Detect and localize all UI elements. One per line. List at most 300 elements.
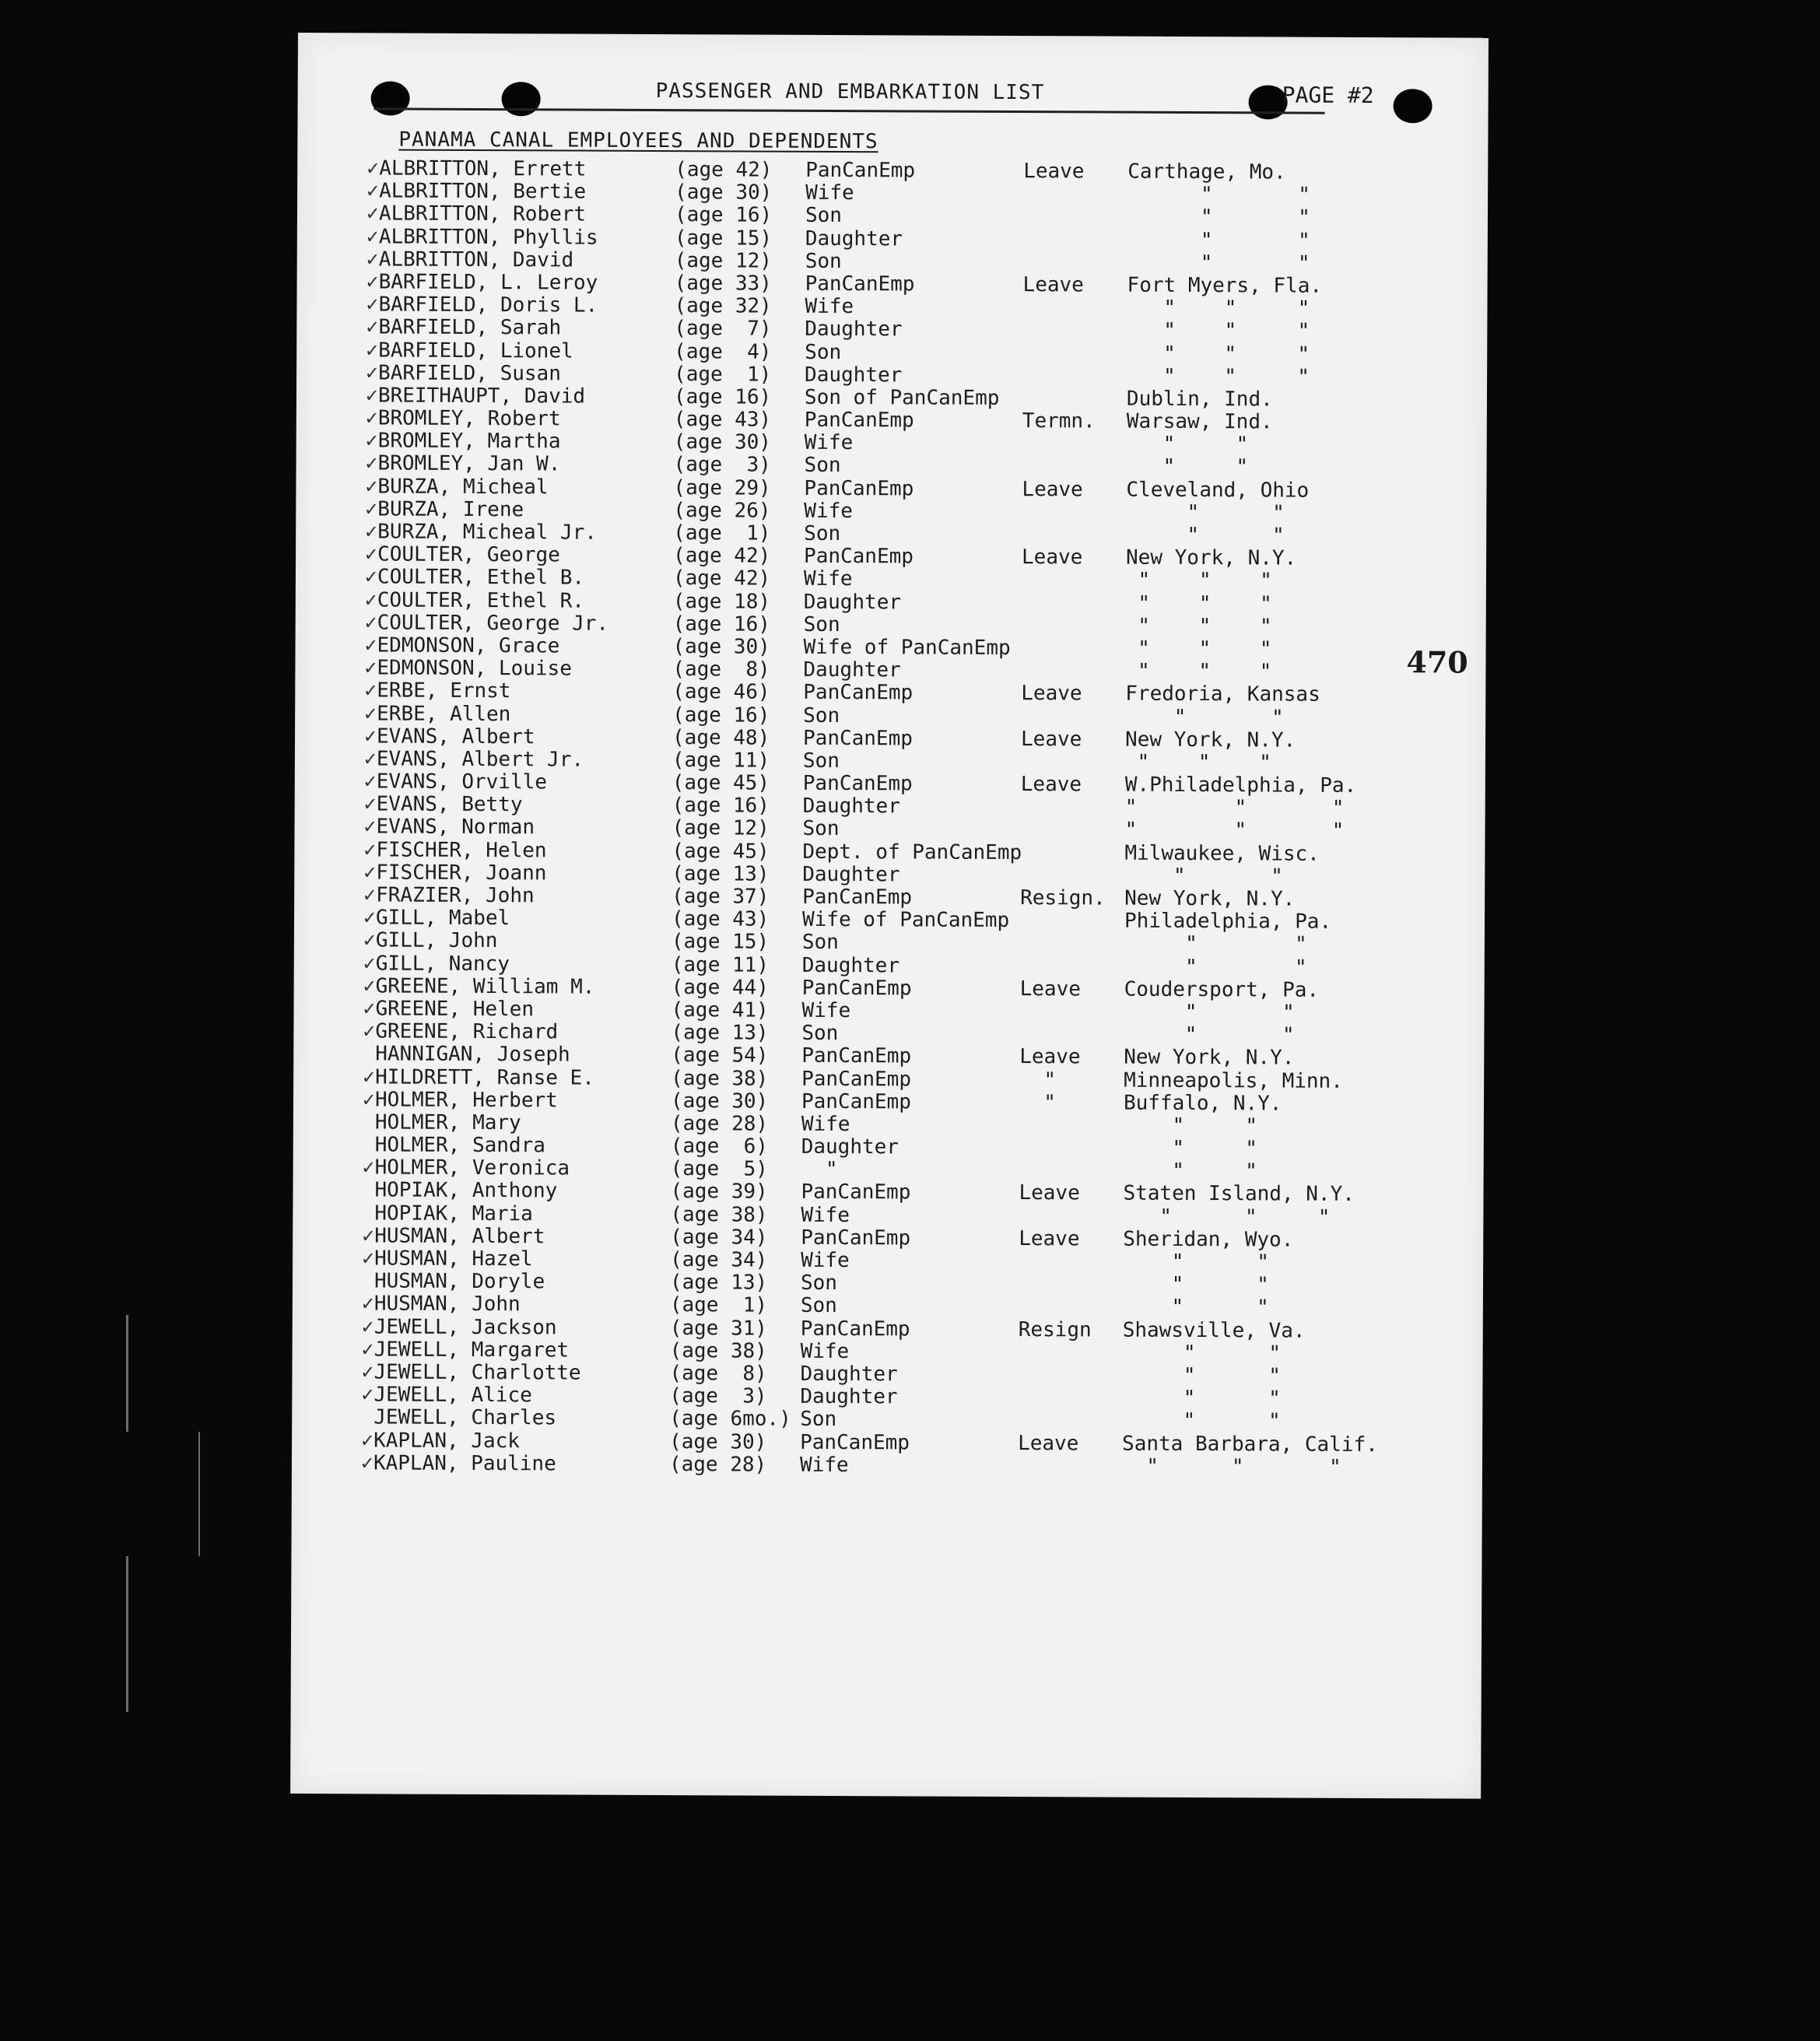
passenger-age: (age 13): [672, 861, 770, 886]
check-mark: ✓: [363, 906, 376, 930]
employment-action: Leave: [1020, 727, 1082, 752]
destination: W.Philadelphia, Pa.: [1124, 773, 1357, 798]
check-mark: ✓: [363, 1064, 375, 1089]
employment-action: Leave: [1018, 1431, 1079, 1455]
employment-action: Leave: [1019, 1045, 1081, 1069]
passenger-age: (age 45): [672, 771, 770, 795]
passenger-age: (age 39): [670, 1180, 768, 1205]
passenger-relation: PanCanEmp: [802, 726, 914, 751]
passenger-name: HOPIAK, Maria: [374, 1201, 533, 1226]
passenger-relation: Daughter: [803, 658, 901, 682]
passenger-name: EVANS, Albert Jr.: [376, 747, 584, 772]
passenger-name: EVANS, Orville: [376, 770, 548, 794]
passenger-name: GREENE, William M.: [375, 974, 595, 999]
passenger-relation: PanCanEmp: [801, 1226, 911, 1250]
passenger-relation: Son of PanCanEmp: [804, 385, 1000, 410]
passenger-relation: Son: [802, 749, 840, 773]
destination: Coudersport, Pa.: [1124, 977, 1320, 1002]
destination: Cleveland, Ohio: [1126, 478, 1310, 503]
passenger-age: (age 33): [674, 272, 772, 296]
passenger-relation: Son: [800, 1271, 838, 1296]
check-mark: ✓: [362, 1224, 374, 1248]
employment-action: ": [1019, 1090, 1057, 1114]
passenger-name: COULTER, Ethel B.: [377, 565, 585, 590]
check-mark: ✓: [362, 1247, 374, 1271]
film-scratch: [198, 1432, 200, 1556]
employment-action: Leave: [1023, 160, 1085, 184]
passenger-relation: PanCanEmp: [805, 158, 916, 183]
passenger-age: (age 3): [669, 1384, 767, 1408]
destination: " " ": [1121, 1454, 1341, 1479]
check-mark: ✓: [365, 520, 377, 544]
employment-action: Termn.: [1022, 409, 1096, 433]
film-scratch: [126, 1315, 128, 1432]
passenger-relation: PanCanEmp: [802, 771, 913, 796]
employment-action: Leave: [1021, 682, 1082, 706]
employment-action: Leave: [1019, 1181, 1080, 1205]
destination: " " ": [1123, 1205, 1331, 1229]
check-mark: ✓: [363, 1019, 376, 1043]
punch-hole: [371, 81, 410, 115]
passenger-relation: Son: [803, 612, 840, 636]
passenger-age: (age 8): [672, 658, 770, 682]
check-mark: ✓: [363, 724, 377, 749]
check-mark: ✓: [365, 542, 377, 566]
passenger-name: BURZA, Micheal: [377, 475, 549, 500]
destination: Staten Island, N.Y.: [1123, 1182, 1355, 1207]
passenger-relation: Son: [802, 817, 840, 841]
passenger-relation: Wife: [801, 1203, 850, 1227]
employment-action: Leave: [1019, 977, 1081, 1001]
passenger-name: BARFIELD, Susan: [378, 361, 561, 386]
passenger-relation: Wife: [800, 1339, 850, 1363]
passenger-name: COULTER, George Jr.: [377, 611, 609, 636]
passenger-relation: Son: [805, 340, 842, 364]
passenger-relation: Daughter: [802, 794, 900, 819]
destination: " " ": [1125, 659, 1272, 684]
check-mark: ✓: [366, 179, 379, 203]
stamped-page-number: 470: [1406, 644, 1468, 680]
destination: " ": [1126, 455, 1249, 479]
check-mark: ✓: [363, 928, 376, 952]
destination: Sheridan, Wyo.: [1123, 1227, 1294, 1252]
passenger-age: (age 16): [672, 794, 770, 818]
passenger-age: (age 43): [671, 907, 770, 931]
passenger-name: JEWELL, Charlotte: [373, 1360, 581, 1385]
employment-action: Resign: [1018, 1317, 1092, 1342]
passenger-relation: Wife: [801, 1248, 850, 1273]
passenger-name: GILL, Mabel: [375, 906, 510, 931]
passenger-name: GILL, Nancy: [375, 952, 510, 976]
passenger-age: (age 7): [674, 317, 772, 341]
destination: " " ": [1127, 318, 1310, 343]
passenger-relation: Wife: [804, 431, 854, 455]
passenger-age: (age 12): [674, 248, 773, 273]
check-mark: ✓: [363, 792, 377, 816]
passenger-name: BROMLEY, Jan W.: [377, 451, 561, 476]
passenger-name: BURZA, Irene: [377, 497, 524, 522]
passenger-name: COULTER, George: [377, 542, 560, 567]
passenger-relation: Wife of PanCanEmp: [801, 908, 1010, 933]
destination: " " ": [1127, 342, 1310, 366]
passenger-age: (age 38): [671, 1066, 769, 1091]
passenger-age: (age 16): [674, 203, 773, 228]
check-mark: ✓: [365, 406, 378, 430]
destination: " ": [1126, 500, 1285, 525]
destination: Buffalo, N.Y.: [1123, 1091, 1282, 1116]
passenger-relation: Daughter: [803, 590, 902, 614]
passenger-name: JEWELL, Charles: [373, 1405, 557, 1430]
destination: Shawsville, Va.: [1122, 1318, 1306, 1343]
section-title: PANAMA CANAL EMPLOYEES AND DEPENDENTS: [398, 128, 878, 154]
passenger-relation: Daughter: [805, 317, 903, 342]
destination: Dublin, Ind.: [1126, 387, 1273, 412]
passenger-age: (age 6): [670, 1134, 769, 1159]
passenger-name: FRAZIER, John: [376, 883, 535, 908]
destination: " ": [1122, 1363, 1282, 1388]
destination: " ": [1122, 1296, 1269, 1320]
passenger-name: HOLMER, Herbert: [374, 1088, 558, 1113]
passenger-age: (age 48): [672, 725, 770, 750]
passenger-age: (age 1): [669, 1293, 768, 1318]
passenger-age: (age 11): [671, 952, 770, 977]
passenger-relation: Daughter: [802, 862, 900, 887]
destination: " ": [1127, 228, 1310, 253]
passenger-name: GREENE, Helen: [375, 997, 535, 1022]
passenger-name: ERBE, Ernst: [377, 679, 511, 703]
passenger-relation: PanCanEmp: [804, 408, 914, 433]
check-mark: ✓: [360, 1451, 373, 1475]
passenger-name: BREITHAUPT, David: [377, 384, 586, 409]
passenger-age: (age 3): [673, 453, 771, 478]
passenger-relation: ": [801, 1158, 838, 1182]
passenger-age: (age 30): [670, 1089, 769, 1113]
document-page: [290, 33, 1489, 1799]
passenger-age: (age 46): [672, 680, 770, 704]
destination: " ": [1123, 1136, 1258, 1161]
passenger-name: HOLMER, Sandra: [374, 1133, 545, 1158]
destination: " " ": [1124, 819, 1345, 843]
passenger-name: KAPLAN, Jack: [373, 1428, 521, 1453]
check-mark: ✓: [362, 1156, 375, 1180]
check-mark: ✓: [366, 361, 378, 385]
destination: New York, N.Y.: [1126, 545, 1297, 570]
passenger-relation: Daughter: [805, 363, 903, 388]
passenger-name: BARFIELD, Sarah: [378, 315, 562, 340]
passenger-age: (age 16): [672, 703, 770, 728]
destination: " ": [1124, 932, 1307, 957]
passenger-name: GREENE, Richard: [375, 1019, 559, 1044]
check-mark: ✓: [361, 1338, 374, 1362]
passenger-name: BURZA, Micheal Jr.: [377, 520, 598, 545]
passenger-age: (age 1): [674, 362, 772, 387]
passenger-age: (age 54): [671, 1043, 769, 1068]
passenger-relation: Son: [800, 1408, 837, 1432]
destination: " ": [1124, 864, 1283, 889]
check-mark: ✓: [363, 883, 376, 907]
passenger-name: ALBRITTON, Bertie: [379, 179, 587, 204]
passenger-name: HANNIGAN, Joseph: [375, 1042, 570, 1067]
passenger-name: ALBRITTON, David: [378, 247, 574, 272]
passenger-relation: Son: [804, 521, 841, 546]
destination: Fredoria, Kansas: [1125, 682, 1320, 707]
check-mark: ✓: [361, 1360, 374, 1384]
destination: Milwaukee, Wisc.: [1124, 841, 1320, 866]
passenger-age: (age 1): [673, 521, 771, 545]
passenger-age: (age 42): [673, 544, 771, 568]
destination: " ": [1124, 1022, 1295, 1047]
destination: " ": [1122, 1341, 1282, 1366]
check-mark: ✓: [364, 656, 377, 680]
passenger-name: BARFIELD, Lionel: [378, 338, 573, 363]
passenger-relation: PanCanEmp: [804, 476, 914, 501]
passenger-age: (age 38): [669, 1338, 767, 1363]
passenger-name: EVANS, Betty: [376, 792, 523, 817]
check-mark: ✓: [363, 770, 377, 794]
passenger-relation: PanCanEmp: [804, 545, 914, 569]
employment-action: ": [1019, 1068, 1057, 1092]
employment-action: Leave: [1020, 773, 1082, 797]
passenger-relation: Son: [801, 931, 839, 955]
passenger-relation: Son: [805, 249, 842, 273]
passenger-relation: Wife: [805, 181, 854, 205]
page-number: PAGE #2: [1282, 82, 1374, 109]
passenger-name: HILDRETT, Ranse E.: [375, 1064, 594, 1090]
passenger-name: EDMONSON, Louise: [377, 656, 572, 681]
passenger-relation: PanCanEmp: [801, 1067, 912, 1091]
passenger-age: (age 5): [670, 1157, 768, 1181]
passenger-name: JEWELL, Jackson: [373, 1315, 557, 1340]
check-mark: ✓: [361, 1383, 374, 1407]
check-mark: ✓: [366, 224, 379, 249]
passenger-name: EVANS, Norman: [376, 815, 535, 840]
passenger-name: FISCHER, Joann: [376, 861, 547, 885]
check-mark: ✓: [364, 701, 377, 725]
passenger-relation: PanCanEmp: [801, 976, 912, 1001]
passenger-relation: Son: [801, 1021, 839, 1046]
passenger-relation: Wife: [801, 1112, 850, 1136]
check-mark: ✓: [363, 815, 377, 839]
check-mark: ✓: [363, 951, 376, 976]
passenger-relation: Daughter: [801, 1134, 899, 1159]
passenger-name: ERBE, Allen: [377, 701, 511, 726]
check-mark: ✓: [366, 156, 379, 181]
destination: Minneapolis, Minn.: [1124, 1068, 1343, 1093]
check-mark: ✓: [364, 633, 377, 658]
passenger-name: ALBRITTON, Robert: [378, 202, 587, 226]
check-mark: ✓: [365, 475, 378, 499]
passenger-age: (age 45): [672, 839, 770, 864]
destination: " ": [1122, 1386, 1281, 1411]
destination: Santa Barbara, Calif.: [1122, 1432, 1378, 1457]
check-mark: ✓: [365, 497, 378, 521]
check-mark: ✓: [365, 451, 378, 475]
check-mark: ✓: [361, 1292, 374, 1316]
check-mark: ✓: [366, 315, 379, 339]
destination: " ": [1124, 1000, 1295, 1025]
passenger-relation: Wife: [803, 567, 853, 591]
check-mark: ✓: [363, 997, 376, 1021]
employment-action: Leave: [1022, 545, 1083, 570]
passenger-age: (age 4): [674, 339, 772, 364]
passenger-name: ALBRITTON, Errett: [379, 156, 587, 181]
passenger-age: (age 13): [669, 1271, 768, 1295]
passenger-relation: PanCanEmp: [801, 1089, 911, 1114]
punch-hole: [1394, 89, 1433, 123]
passenger-relation: Son: [803, 703, 840, 728]
passenger-age: (age 34): [670, 1225, 768, 1250]
passenger-relation: PanCanEmp: [800, 1430, 910, 1454]
employment-action: Leave: [1022, 273, 1084, 297]
destination: " " ": [1125, 636, 1272, 661]
check-mark: ✓: [365, 429, 378, 453]
passenger-relation: Wife: [805, 294, 854, 319]
passenger-relation: Son: [805, 204, 843, 228]
employment-action: Leave: [1022, 477, 1083, 502]
passenger-name: HOLMER, Veronica: [374, 1156, 570, 1180]
destination: " ": [1127, 182, 1310, 207]
passenger-relation: Dept. of PanCanEmp: [802, 840, 1022, 864]
passenger-name: COULTER, Ethel R.: [377, 588, 584, 613]
check-mark: ✓: [363, 838, 377, 862]
destination: New York, N.Y.: [1124, 1045, 1295, 1070]
passenger-name: HUSMAN, Hazel: [374, 1247, 533, 1271]
passenger-name: EVANS, Albert: [376, 724, 535, 749]
check-mark: ✓: [361, 1314, 374, 1339]
passenger-age: (age 30): [672, 635, 770, 659]
destination: " ": [1123, 1250, 1270, 1275]
passenger-name: HUSMAN, Albert: [374, 1224, 545, 1249]
passenger-relation: Wife: [799, 1453, 849, 1477]
passenger-name: BROMLEY, Robert: [377, 406, 561, 431]
passenger-age: (age 16): [673, 384, 772, 409]
passenger-age: (age 8): [669, 1362, 767, 1386]
destination: Warsaw, Ind.: [1126, 409, 1273, 434]
destination: " " ": [1125, 569, 1272, 593]
passenger-name: HUSMAN, John: [373, 1292, 521, 1317]
passenger-relation: Wife: [801, 998, 851, 1023]
passenger-relation: Daughter: [805, 226, 903, 251]
passenger-relation: Daughter: [800, 1362, 898, 1387]
passenger-age: (age 11): [672, 748, 770, 773]
destination: Philadelphia, Pa.: [1124, 909, 1332, 934]
destination: " ": [1123, 1159, 1257, 1184]
film-scratch: [126, 1556, 128, 1712]
destination: " ": [1122, 1408, 1281, 1433]
destination: " " ": [1125, 591, 1272, 616]
check-mark: ✓: [366, 338, 378, 362]
check-mark: ✓: [364, 611, 377, 635]
destination: New York, N.Y.: [1124, 728, 1296, 752]
employment-action: Resign.: [1020, 886, 1106, 910]
check-mark: ✓: [366, 202, 379, 226]
passenger-relation: PanCanEmp: [800, 1317, 910, 1341]
passenger-age: (age 26): [673, 498, 771, 523]
employment-action: Leave: [1019, 1226, 1080, 1251]
destination: " " ": [1124, 750, 1271, 775]
destination: " " ": [1127, 364, 1310, 389]
destination: " ": [1126, 523, 1285, 548]
passenger-name: HOPIAK, Anthony: [374, 1178, 558, 1203]
check-mark: ✓: [364, 565, 377, 589]
check-mark: ✓: [364, 679, 377, 703]
passenger-name: GILL, John: [375, 928, 498, 953]
check-mark: ✓: [366, 270, 379, 294]
destination: " ": [1124, 955, 1307, 980]
passenger-age: (age 15): [674, 226, 773, 251]
passenger-age: (age 28): [670, 1111, 769, 1136]
destination: New York, N.Y.: [1124, 886, 1296, 911]
passenger-relation: Daughter: [801, 953, 900, 977]
passenger-relation: PanCanEmp: [801, 1044, 912, 1068]
passenger-age: (age 42): [675, 158, 773, 182]
passenger-age: (age 29): [673, 475, 771, 500]
passenger-age: (age 12): [672, 816, 770, 841]
passenger-name: ALBRITTON, Phyllis: [378, 225, 598, 250]
check-mark: ✓: [364, 587, 377, 612]
check-mark: ✓: [363, 974, 376, 998]
passenger-age: (age 15): [671, 930, 770, 955]
destination: " ": [1122, 1272, 1269, 1297]
passenger-name: HUSMAN, Doryle: [373, 1269, 545, 1294]
check-mark: ✓: [362, 1088, 375, 1112]
destination: " ": [1123, 1113, 1258, 1138]
destination: " ": [1127, 205, 1310, 230]
passenger-name: FISCHER, Helen: [376, 838, 547, 863]
destination: " ": [1126, 432, 1249, 457]
passenger-relation: PanCanEmp: [801, 1180, 911, 1205]
passenger-name: BARFIELD, Doris L.: [378, 293, 598, 317]
passenger-name: JEWELL, Alice: [373, 1383, 532, 1408]
destination: Carthage, Mo.: [1127, 160, 1286, 184]
passenger-name: BARFIELD, L. Leroy: [378, 270, 598, 295]
check-mark: ✓: [363, 861, 377, 885]
passenger-age: (age 31): [669, 1316, 768, 1341]
passenger-age: (age 13): [671, 1021, 769, 1045]
passenger-relation: PanCanEmp: [802, 885, 913, 910]
destination: " " ": [1124, 795, 1345, 821]
destination: " ": [1127, 251, 1310, 275]
punch-hole: [502, 82, 541, 116]
passenger-age: (age 28): [668, 1452, 767, 1477]
destination: " ": [1125, 705, 1284, 730]
destination: " " ": [1125, 614, 1272, 639]
passenger-age: (age 32): [674, 294, 772, 318]
passenger-name: EDMONSON, Grace: [377, 633, 560, 658]
passenger-relation: Wife: [804, 499, 854, 523]
check-mark: ✓: [363, 747, 377, 771]
passenger-age: (age 6mo.): [669, 1407, 791, 1432]
passenger-age: (age 44): [671, 975, 769, 1000]
passenger-relation: Son: [804, 454, 841, 478]
passenger-name: HOLMER, Mary: [374, 1110, 521, 1135]
passenger-relation: Wife of PanCanEmp: [803, 635, 1011, 660]
passenger-relation: PanCanEmp: [803, 681, 914, 705]
check-mark: ✓: [366, 293, 379, 317]
passenger-relation: Daughter: [800, 1384, 898, 1409]
destination: Fort Myers, Fla.: [1127, 273, 1323, 298]
passenger-age: (age 37): [672, 885, 770, 909]
check-mark: ✓: [366, 247, 379, 272]
passenger-age: (age 30): [673, 430, 772, 454]
passenger-age: (age 41): [671, 998, 769, 1022]
passenger-name: JEWELL, Margaret: [373, 1338, 570, 1362]
passenger-relation: Son: [800, 1294, 837, 1318]
passenger-age: (age 18): [672, 589, 771, 614]
passenger-age: (age 38): [670, 1202, 768, 1227]
check-mark: ✓: [365, 384, 378, 408]
list-title: PASSENGER AND EMBARKATION LIST: [655, 79, 1045, 105]
